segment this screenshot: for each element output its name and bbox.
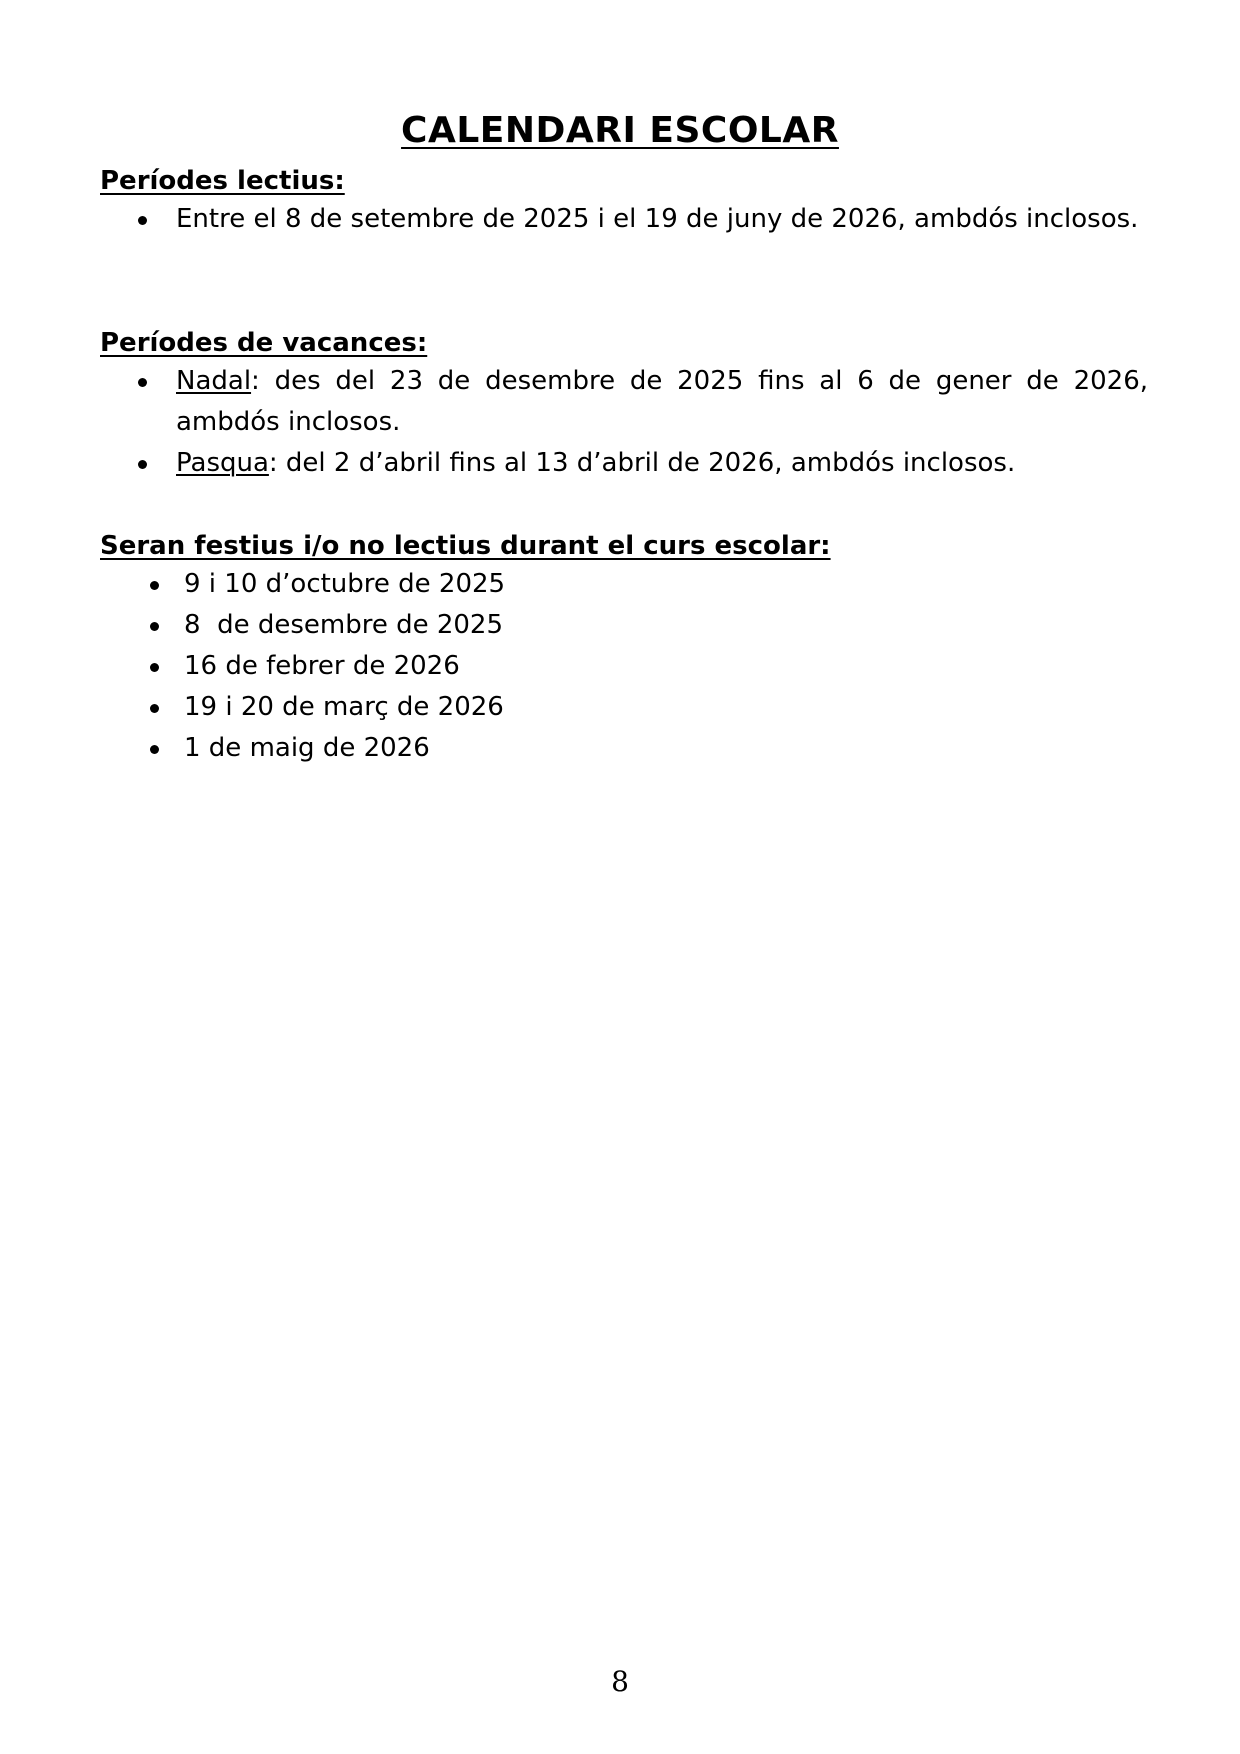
holiday-date: 19 i 20 de març de 2026 (184, 692, 504, 722)
list-item (100, 646, 1148, 687)
bullet-icon (150, 745, 159, 754)
vacation-periods-heading: Períodes de vacances: (100, 328, 428, 358)
page-title: CALENDARI ESCOLAR (401, 110, 839, 151)
list-item (100, 728, 1148, 769)
vacation-text: : del 2 d’abril fins al 13 d’abril de 2026, ambdós inclosos. (268, 448, 1016, 478)
lective-periods-section (100, 163, 1148, 240)
list-item (100, 199, 1148, 240)
bullet-icon (150, 581, 159, 590)
bullet-icon (138, 460, 147, 469)
holiday-date: 8 de desembre de 2025 (184, 610, 504, 640)
holiday-date: 1 de maig de 2026 (184, 733, 430, 763)
lective-periods-heading: Períodes lectius: (100, 166, 345, 196)
list-item (100, 687, 1148, 728)
bullet-icon (138, 378, 147, 387)
bullet-icon (150, 622, 159, 631)
vacation-periods-section (100, 325, 1148, 484)
page-number: 8 (611, 1665, 629, 1698)
bullet-icon (150, 704, 159, 713)
lective-period-text: Entre el 8 de setembre de 2025 i el 19 de juny de 2026, ambdós inclosos. (176, 204, 1139, 234)
vacation-term: Nadal (176, 366, 252, 396)
list-item (100, 605, 1148, 646)
vacation-term: Pasqua (176, 448, 269, 478)
list-item (100, 443, 1148, 484)
holidays-heading: Seran festius i/o no lectius durant el curs escolar: (100, 531, 831, 561)
list-item (100, 361, 1148, 443)
bullet-icon (138, 216, 147, 225)
holiday-date: 9 i 10 d’octubre de 2025 (184, 569, 506, 599)
list-item (100, 564, 1148, 605)
holiday-date: 16 de febrer de 2026 (184, 651, 460, 681)
bullet-icon (150, 663, 159, 672)
holidays-section (100, 528, 1148, 769)
vacation-text: : des del 23 de desembre de 2025 fins al 6 de gener de 2026, ambdós inclosos. (176, 366, 1148, 437)
